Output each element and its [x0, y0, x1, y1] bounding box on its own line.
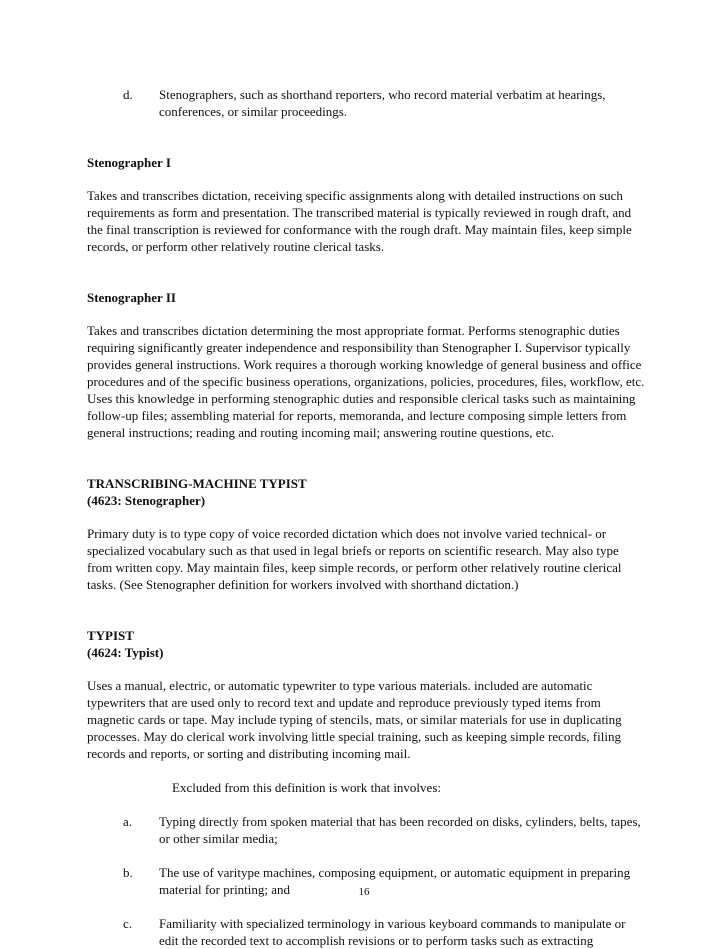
section-code-typist: (4624: Typist)	[87, 645, 164, 660]
list-text: Typing directly from spoken material that has been recorded on disks, cylinders, belts, tapes, or other similar media;	[159, 814, 641, 846]
list-item-a	[87, 813, 647, 847]
list-item-c	[87, 915, 647, 949]
section-heading-transcribing-machine-typist: TRANSCRIBING-MACHINE TYPIST	[87, 476, 307, 491]
section-heading-stenographer-2: Stenographer II	[87, 290, 176, 305]
section-body-transcribing: Primary duty is to type copy of voice recorded dictation which does not involve varied technical- or specialized vocabulary such as that used in legal briefs or reports on scientific research. May also type from written copy. May maintain files, keep simple records, or perform other relatively routine clerical tasks. (See Stenographer definition for workers involved with shorthand dictation.)	[87, 526, 622, 592]
section-heading-typist: TYPIST	[87, 628, 134, 643]
section-code-transcribing: (4623: Stenographer)	[87, 493, 206, 508]
list-letter: b.	[123, 865, 133, 880]
list-item-d	[87, 86, 647, 120]
section-body-stenographer-1: Takes and transcribes dictation, receiving specific assignments along with detailed instructions on such requirements as form and presentation. The transcribed material is typically reviewed in rough draft, and the final transcription is reviewed for conformance with the rough draft. May maintain files, keep simple records, or perform other relatively routine clerical tasks.	[87, 188, 632, 254]
document-page	[87, 86, 647, 949]
section-body-stenographer-2: Takes and transcribes dictation determining the most appropriate format. Performs stenographic duties requiring significantly greater independence and responsibility than Stenographer I. Supervisor typically provides general instructions. Work requires a thorough working knowledge of general business and office procedures and of the specific business operations, organizations, policies, procedures, files, workflow, etc. Uses this knowledge in performing stenographic duties and responsible clerical tasks such as maintaining follow-up files; assembling material for reports, memoranda, and lecture composing simple letters from general instructions; reading and routing incoming mail; answering routine questions, etc.	[87, 323, 645, 440]
list-text: Familiarity with specialized terminology in various keyboard commands to manipulate or edit the recorded text to accomplish revisions or to perform tasks such as extracting	[159, 916, 626, 948]
section-body-typist: Uses a manual, electric, or automatic typewriter to type various materials. included are automatic typewriters that are used only to record text and update and reproduce previously typed items from magnetic cards or tape. May include typing of stencils, mats, or similar materials for use in duplicating processes. May do clerical work involving little special training, such as keeping simple records, filing records and reports, or sorting and distributing incoming mail.	[87, 678, 622, 761]
page-number: 16	[358, 886, 370, 898]
excluded-intro: Excluded from this definition is work that involves:	[172, 780, 441, 795]
list-letter: a.	[123, 814, 133, 829]
list-text: Stenographers, such as shorthand reporters, who record material verbatim at hearings, conferences, or similar proceedings.	[159, 87, 606, 119]
list-text: The use of varitype machines, composing equipment, or automatic equipment in preparing material for printing; and	[159, 865, 631, 897]
list-letter: c.	[123, 916, 133, 931]
list-letter: d.	[123, 87, 133, 102]
section-heading-stenographer-1: Stenographer I	[87, 155, 171, 170]
